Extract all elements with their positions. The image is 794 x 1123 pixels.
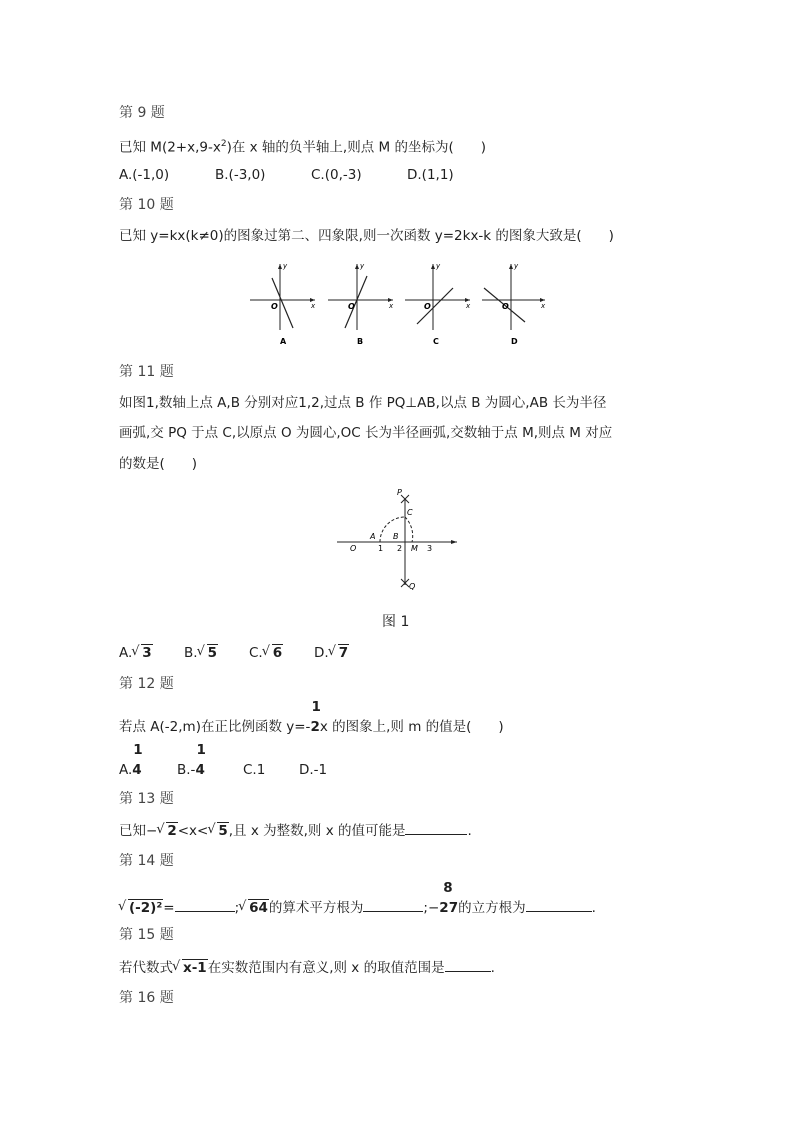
q9-option-b: B.(-3,0) — [215, 167, 266, 183]
q10-stem: 已知 y=kx(k≠0)的图象过第二、四象限,则一次函数 y=2kx-k 的图象大致是( ) — [119, 228, 614, 244]
q13-title: 第 13 题 — [119, 791, 174, 807]
q9-stem-post: )在 x 轴的负半轴上,则点 M 的坐标为( ) — [226, 139, 486, 156]
q15-title: 第 15 题 — [119, 927, 174, 943]
q11-stem-line3: 的数是( ) — [119, 456, 198, 472]
q12-stem — [119, 699, 504, 737]
q9-stem-pre: 已知 M(2+x,9-x — [119, 139, 221, 156]
q9-option-c: C.(0,-3) — [311, 167, 362, 183]
q12-title: 第 12 题 — [119, 676, 174, 692]
graph-a-x-label: x — [311, 302, 316, 310]
q11-stem-line1: 如图1,数轴上点 A,B 分别对应1,2,过点 B 作 PQ⊥AB,以点 B 为圆心,AB 长为半径 — [119, 395, 607, 411]
graph-b-y-label: y — [360, 262, 365, 270]
fig-label-o: O — [350, 544, 357, 553]
graph-d-x-label: x — [541, 302, 546, 310]
fig-label-q: Q — [409, 582, 416, 591]
graph-c-x-label: x — [466, 302, 471, 310]
graph-c-origin: O — [424, 302, 431, 311]
q12-stem-pre: 若点 A(-2,m)在正比例函数 y=- — [119, 719, 311, 735]
graph-d — [482, 262, 546, 346]
q11-figure — [333, 485, 461, 595]
q14-title: 第 14 题 — [119, 853, 174, 869]
q12-option-a: A. 1 4 — [119, 742, 143, 778]
q16-title: 第 16 题 — [119, 990, 174, 1006]
q12-frac: 1 2 — [310, 699, 321, 735]
q14-blank-3[interactable] — [526, 897, 592, 912]
graph-b-origin: O — [348, 302, 355, 311]
graph-d-label: D — [511, 337, 518, 346]
graph-b-x-label: x — [389, 302, 394, 310]
fig-label-b: B — [393, 532, 399, 541]
q15-answer-blank[interactable] — [445, 957, 491, 972]
q15-stem: 若代数式√ x-1在实数范围内有意义,则 x 的取值范围是 . — [119, 957, 495, 978]
q11-figure-caption: 图 1 — [382, 614, 410, 630]
q11-options — [119, 643, 349, 663]
q12-option-b: B.- 1 4 — [177, 742, 206, 778]
q14-blank-1[interactable] — [175, 897, 235, 912]
graph-d-origin: O — [502, 302, 509, 311]
q11-option-c: C.√ 6 — [249, 643, 314, 663]
graph-a-label: A — [280, 337, 287, 346]
q14-blank-2[interactable] — [363, 897, 423, 912]
graph-a-origin: O — [271, 302, 278, 311]
fig-tick-3: 3 — [427, 544, 433, 553]
fig-label-c: C — [407, 508, 413, 517]
q13-stem: 已知−√ 2<x<√ 5,且 x 为整数,则 x 的值可能是 . — [119, 820, 472, 841]
q12-option-d: D.-1 — [299, 762, 328, 778]
q12-options — [119, 742, 328, 780]
q13-answer-blank[interactable] — [405, 820, 467, 835]
q9-option-a: A.(-1,0) — [119, 167, 170, 183]
q9-title: 第 9 题 — [119, 105, 165, 121]
q11-option-d: D.√ 7 — [314, 643, 349, 663]
graph-c — [405, 262, 471, 346]
q9-option-d: D.(1,1) — [407, 167, 454, 183]
fig-label-m: M — [411, 544, 418, 553]
q12-option-c: C.1 — [243, 762, 266, 778]
graph-c-y-label: y — [436, 262, 441, 270]
q11-title: 第 11 题 — [119, 364, 174, 380]
graph-a — [250, 262, 316, 346]
q9-stem — [119, 134, 486, 158]
q14-stem: √ (-2)²= ;√ 64的算术平方根为 ;− 8 27的立方根为 . — [119, 897, 596, 918]
graph-a-y-label: y — [283, 262, 288, 270]
fig-label-p: P — [397, 488, 402, 497]
q11-option-b: B.√ 5 — [184, 643, 249, 663]
q10-graphs — [245, 258, 550, 350]
q9-options — [119, 165, 454, 185]
graph-d-y-label: y — [514, 262, 519, 270]
fig-tick-1: 1 — [378, 544, 384, 553]
q11-stem-line2: 画弧,交 PQ 于点 C,以原点 O 为圆心,OC 长为半径画弧,交数轴于点 M,则点 M 对应 — [119, 425, 613, 441]
q14-frac: 8 27 — [439, 880, 459, 916]
graph-b — [328, 262, 394, 346]
q9-sup: 2 — [220, 139, 227, 149]
graph-b-label: B — [357, 337, 364, 346]
q10-title: 第 10 题 — [119, 197, 174, 213]
graph-c-label: C — [433, 337, 439, 346]
q12-stem-post: x 的图象上,则 m 的值是( ) — [319, 719, 504, 735]
fig-tick-2: 2 — [397, 544, 403, 553]
q11-option-a: A.√ 3 — [119, 643, 184, 663]
fig-label-a: A — [370, 532, 376, 541]
